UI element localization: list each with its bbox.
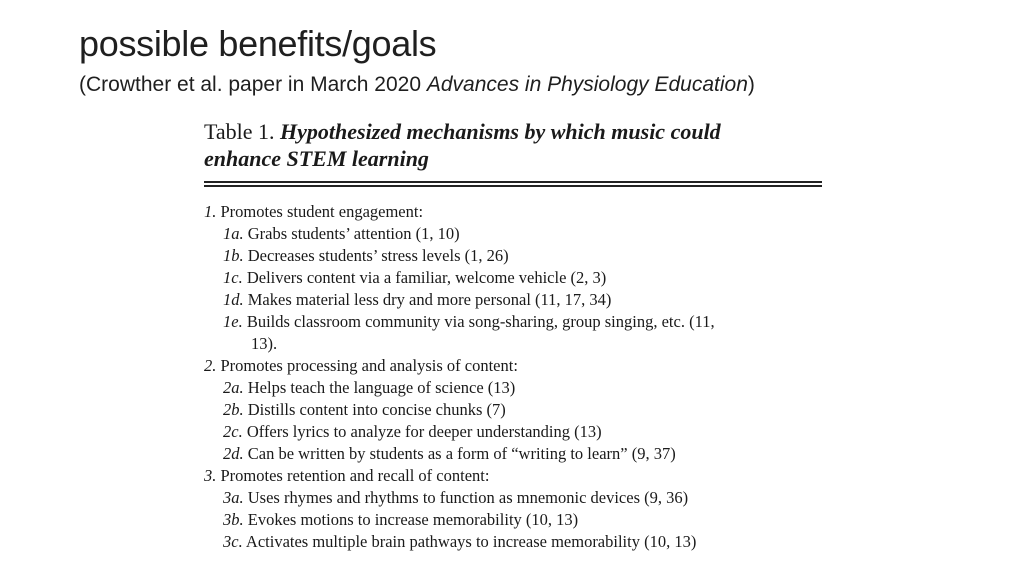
list-item [204,311,826,333]
list-item [204,355,826,377]
caption-text-line1: Hypothesized mechanisms by which music could [280,119,721,144]
mechanism-list [204,201,826,553]
item-text: Delivers content via a familiar, welcome vehicle (2, 3) [242,268,607,287]
list-item [204,377,826,399]
list-item [204,399,826,421]
list-item [204,267,826,289]
item-text: Helps teach the language of science (13) [243,378,516,397]
item-number: 2d. [223,444,244,463]
subtitle-suffix: ) [747,73,755,96]
list-item [204,289,826,311]
item-number: 3. [204,466,217,485]
item-text: Uses rhymes and rhythms to function as mnemonic devices (9, 36) [243,488,689,507]
item-number: 3a. [223,488,244,507]
item-text: Distills content into concise chunks (7) [243,400,506,419]
caption-label: Table 1. [204,119,275,144]
table-caption [204,118,826,172]
item-number: 1b. [223,246,244,265]
list-item [204,487,826,509]
list-item [204,201,826,223]
item-text: Activates multiple brain pathways to increase memorability (10, 13) [242,532,697,551]
caption-text-line2: enhance STEM learning [204,146,429,171]
list-item-continuation [204,333,826,355]
table-double-rule [204,181,822,187]
item-number: 2b. [223,400,244,419]
slide-title: possible benefits/goals [79,23,437,64]
table-figure [204,118,826,553]
list-item [204,465,826,487]
item-text: Grabs students’ attention (1, 10) [243,224,460,243]
list-item [204,443,826,465]
item-number: 1d. [223,290,244,309]
item-number: 1c. [223,268,243,287]
item-number: 1. [204,202,217,221]
item-number: 1e. [223,312,243,331]
item-text: Promotes student engagement: [216,202,424,221]
item-text: Promotes retention and recall of content: [216,466,490,485]
item-text: Can be written by students as a form of “writing to learn” (9, 37) [243,444,676,463]
list-item [204,509,826,531]
item-text: Decreases students’ stress levels (1, 26) [243,246,509,265]
item-number: 1a. [223,224,244,243]
list-item [204,223,826,245]
item-number: 2. [204,356,217,375]
item-number: 2a. [223,378,244,397]
item-text: Offers lyrics to analyze for deeper understanding (13) [242,422,602,441]
subtitle-journal: Advances in Physiology Education [426,73,748,96]
item-number: 2c. [223,422,243,441]
item-text: Makes material less dry and more personal (11, 17, 34) [243,290,612,309]
item-number: 3b. [223,510,244,529]
list-item [204,531,826,553]
item-text: Promotes processing and analysis of content: [216,356,518,375]
item-text: 13). [251,334,278,353]
subtitle-prefix: (Crowther et al. paper in March 2020 [79,73,427,96]
item-number: 3c. [223,532,243,551]
item-text: Builds classroom community via song-sharing, group singing, etc. (11, [242,312,715,331]
slide-subtitle [79,71,755,99]
list-item [204,421,826,443]
item-text: Evokes motions to increase memorability (10, 13) [243,510,579,529]
list-item [204,245,826,267]
